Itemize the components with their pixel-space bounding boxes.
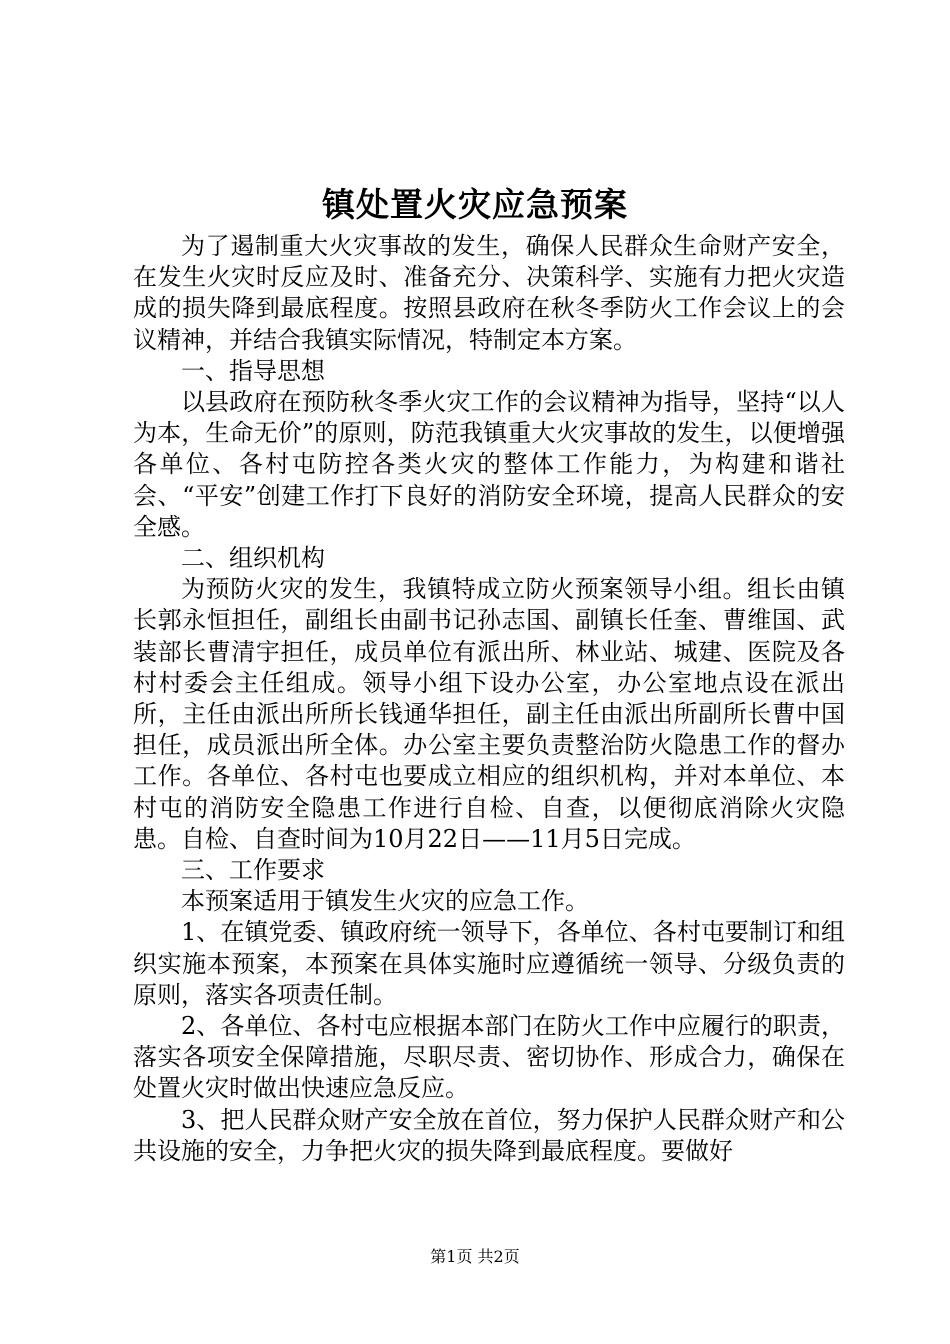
paragraph-guiding-ideology: 以县政府在预防秋冬季火灾工作的会议精神为指导，坚持“以人为本，生命无价”的原则，防范我镇重大火灾事故的发生，以便增强各单位、各村屯防控各类火灾的整体工作能力，为构建和谐社会、“平安”创建工作打下良好的消防安全环境，提高人民群众的安全感。: [133, 388, 845, 541]
paragraph-scope: 本预案适用于镇发生火灾的应急工作。: [181, 887, 589, 916]
section-heading-work-requirements: 三、工作要求: [181, 856, 325, 885]
document-title: 镇处置火灾应急预案: [322, 185, 628, 224]
paragraph-intro: 为了遏制重大火灾事故的发生，确保人民群众生命财产安全，在发生火灾时反应及时、准备充分、决策科学、实施有力把火灾造成的损失降到最底程度。按照县政府在秋冬季防火工作会议上的会议精神，并结合我镇实际情况，特制定本方案。: [133, 232, 845, 354]
paragraph-requirement-1: 1、在镇党委、镇政府统一领导下，各单位、各村屯要制订和组织实施本预案，本预案在具体实施时应遵循统一领导、分级负责的原则，落实各项责任制。: [133, 918, 845, 1009]
document-body: [133, 231, 845, 1167]
paragraph-organization: 为预防火灾的发生，我镇特成立防火预案领导小组。组长由镇长郭永恒担任，副组长由副书记孙志国、副镇长任奎、曹维国、武装部长曹清宇担任，成员单位有派出所、林业站、城建、医院及各村村委会主任组成。领导小组下设办公室，办公室地点设在派出所，主任由派出所所长钱通华担任，副主任由派出所副所长曹中国担任，成员派出所全体。办公室主要负责整治防火隐患工作的督办工作。各单位、各村屯也要成立相应的组织机构，并对本单位、本村屯的消防安全隐患工作进行自检、自查，以便彻底消除火灾隐患。自检、自查时间为10月22日——11月5日完成。: [133, 575, 845, 853]
section-heading-organization: 二、组织机构: [181, 544, 325, 573]
paragraph-requirement-2: 2、各单位、各村屯应根据本部门在防火工作中应履行的职责，落实各项安全保障措施，尽职尽责、密切协作、形成合力，确保在处置火灾时做出快速应急反应。: [133, 1012, 845, 1103]
section-heading-guiding-ideology: 一、指导思想: [181, 356, 325, 385]
paragraph-requirement-3: 3、把人民群众财产安全放在首位，努力保护人民群众财产和公共设施的安全，力争把火灾的损失降到最底程度。要做好: [133, 1105, 845, 1165]
page-number-footer: 第1页 共2页: [430, 1247, 520, 1266]
